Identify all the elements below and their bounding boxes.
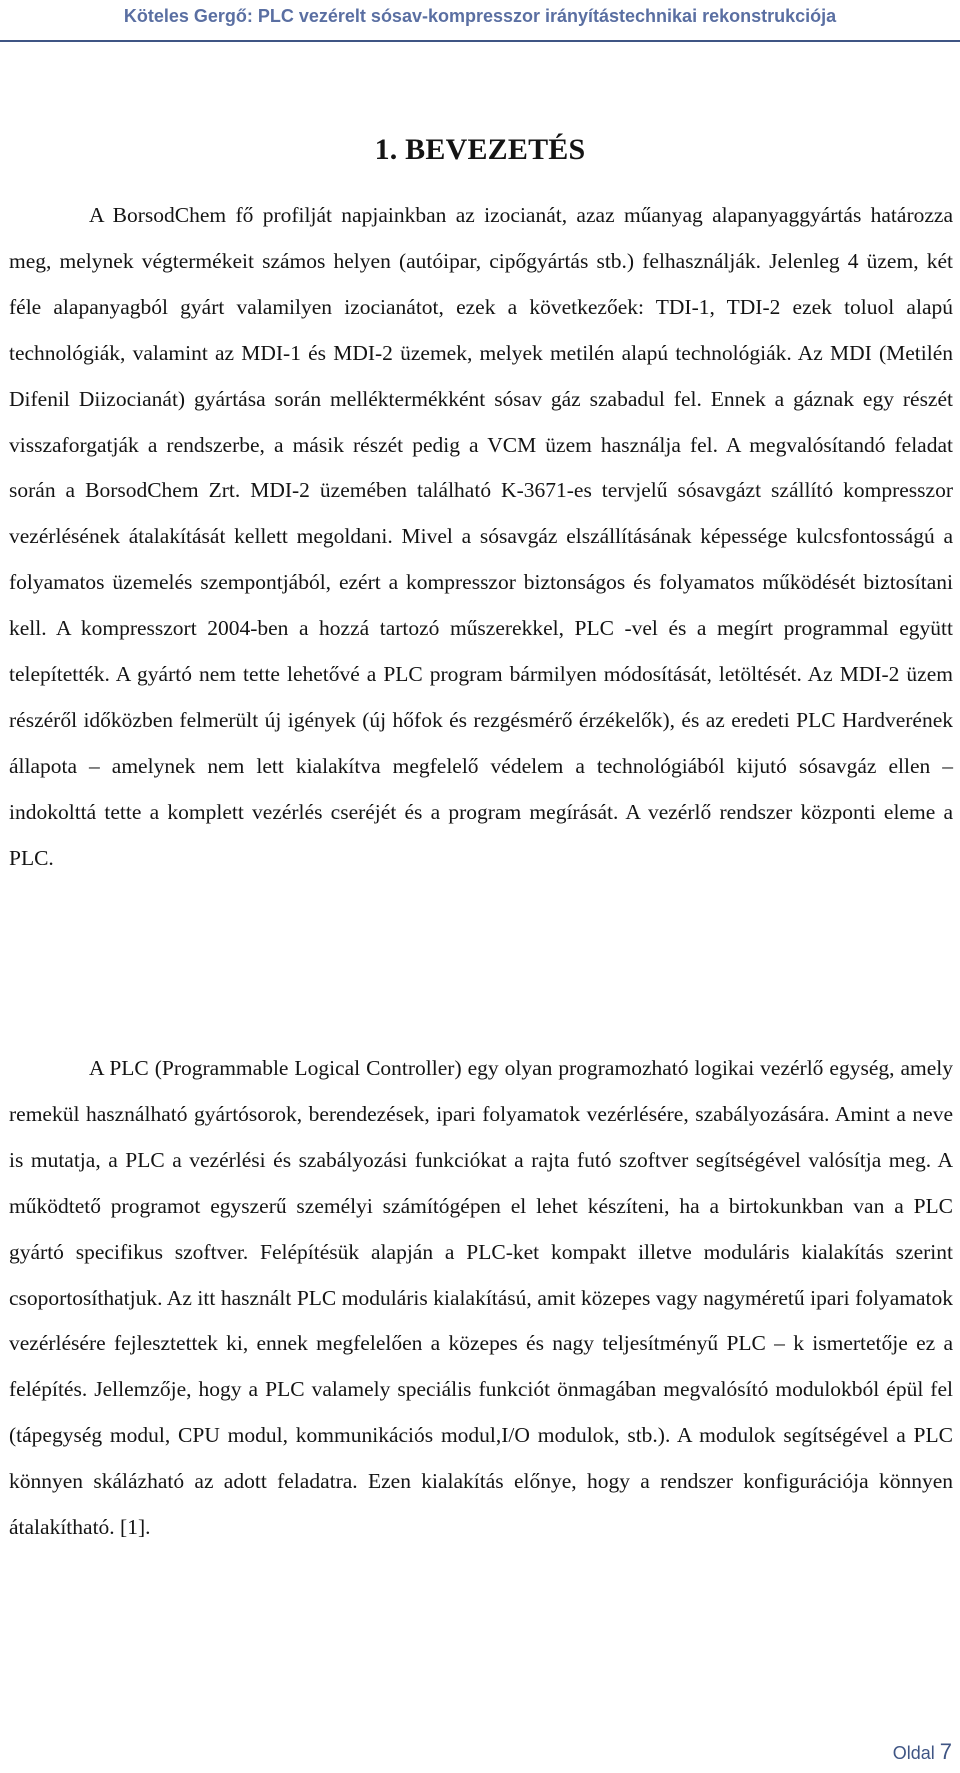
body-paragraph-plc: A PLC (Programmable Logical Controller) egy olyan programozható logikai vezérlő egység, amely remekül használható gyártósorok, berendezések, ipari folyamatok vezérlésére, szabályozására. Amint a neve is mutatja, a PLC a vezérlési és szabályozási funkciókat a rajta futó szoftver segítségével valósítja meg. A működtető programot egyszerű személyi számítógépen el lehet készíteni, ha a birtokunkban van a PLC gyártó specifikus szoftver. Felépítésük alapján a PLC-ket kompakt illetve moduláris kialakítás szerint csoportosíthatjuk. Az itt használt PLC moduláris kialakítású, amit közepes vagy nagyméretű ipari folyamatok vezérlésére fejlesztettek ki, ennek megfelelően a közepes és nagy teljesítményű PLC – k ismertetője ez a felépítés. Jellemzője, hogy a PLC valamely speciális funkciót önmagában megvalósító modulokból épül fel (tápegység modul, CPU modul, kommunikációs modul,I/O modulok, stb.). A modulok segítségével a PLC könnyen skálázható az adott feladatra. Ezen kialakítás előnye, hogy a rendszer konfigurációja könnyen átalakítható. [1]. bbox=[9, 1056, 953, 1540]
page-footer bbox=[893, 1739, 952, 1766]
running-header bbox=[0, 0, 960, 40]
page-label: Oldal bbox=[892, 1743, 935, 1763]
header-divider bbox=[0, 40, 960, 42]
running-header-title: Köteles Gergő: PLC vezérelt sósav-kompresszor irányítástechnikai rekonstrukciója bbox=[123, 6, 837, 26]
page-number: 7 bbox=[939, 1739, 952, 1764]
body-paragraph-introduction: A BorsodChem fő profilját napjainkban az izocianát, azaz műanyag alapanyaggyártás határozza meg, melynek végtermékeit számos helyen (autóipar, cipőgyártás stb.) felhasználják. Jelenleg 4 üzem, két féle alapanyagból gyárt valamilyen izocianátot, ezek a következőek: TDI-1, TDI-2 ezek toluol alapú technológiák, valamint az MDI-1 és MDI-2 üzemek, melyek metilén alapú technológiák. Az MDI (Metilén Difenil Diizocianát) gyártása során melléktermékként sósav gáz szabadul fel. Ennek a gáznak egy részét visszaforgatják a rendszerbe, a másik részét pedig a VCM üzem használja fel. A megvalósítandó feladat során a BorsodChem Zrt. MDI-2 üzemében található K-3671-es tervjelű sósavgázt szállító kompresszor vezérlésének átalakítását kellett megoldani. Mivel a sósavgáz elszállításának képessége kulcsfontosságú a folyamatos üzemelés szempontjából, ezért a kompresszor biztonságos és folyamatos működését biztosítani kell. A kompresszort 2004-ben a hozzá tartozó műszerekkel, PLC -vel és a megírt programmal együtt telepítették. A gyártó nem tette lehetővé a PLC program bármilyen módosítását, letöltését. Az MDI-2 üzem részéről időközben felmerült új igények (új hőfok és rezgésmérő érzékelők), és az eredeti PLC Hardverének állapota – amelynek nem lett kialakítva megfelelő védelem a technológiából kijutó sósavgáz ellen – indokolttá tette a komplett vezérlés cseréjét és a program megírását. A vezérlő rendszer központi eleme a PLC. bbox=[9, 203, 953, 870]
chapter-title: 1. BEVEZETÉS bbox=[374, 133, 586, 166]
